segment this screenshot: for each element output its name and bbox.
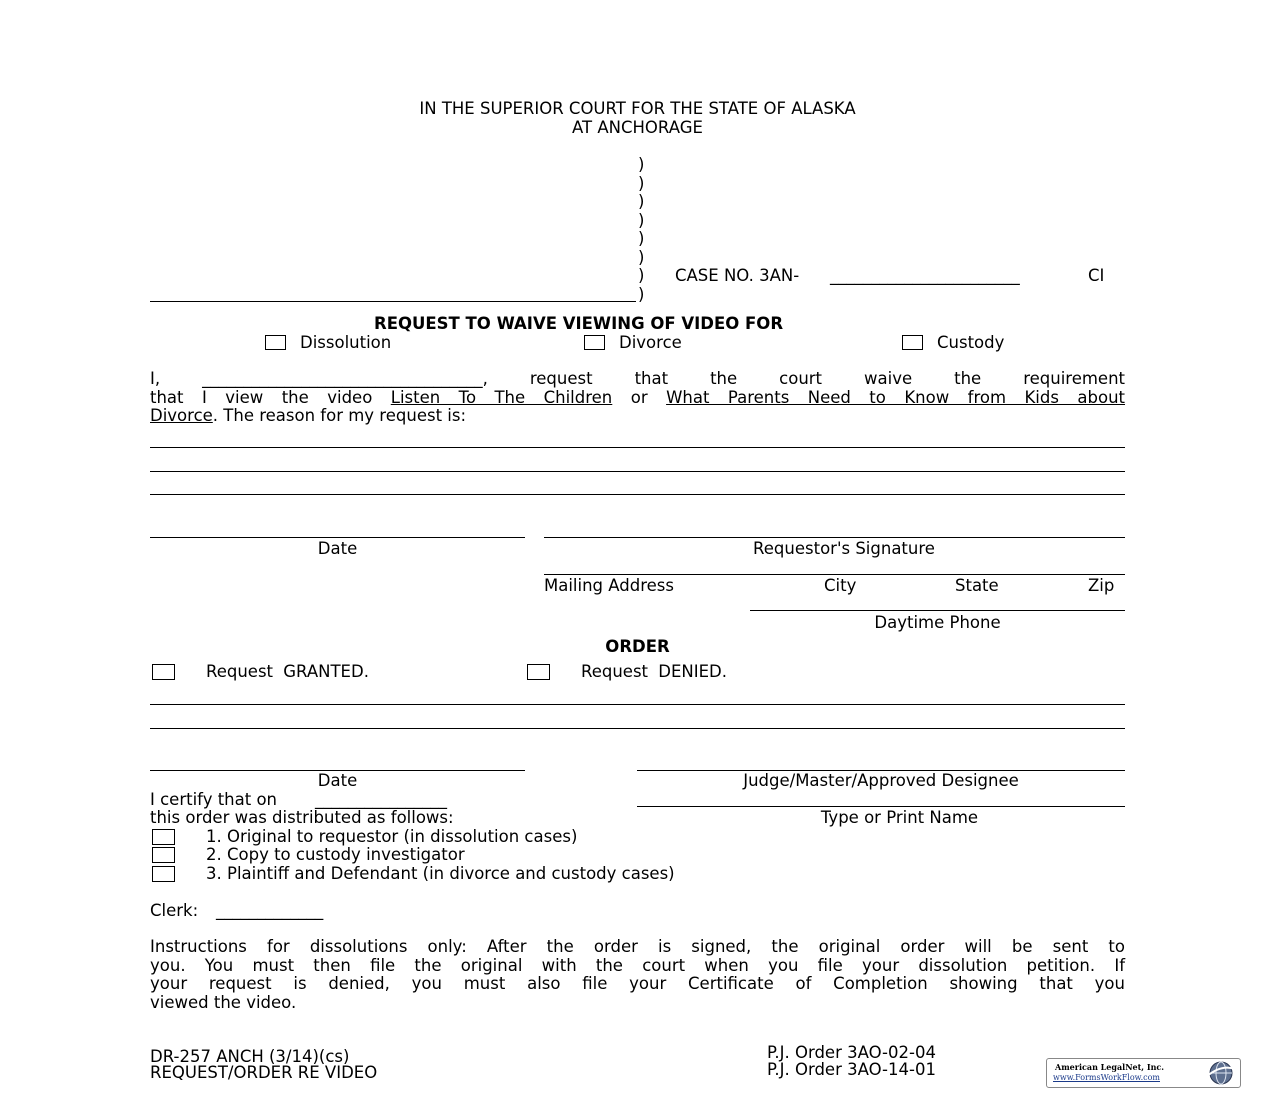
court-location: AT ANCHORAGE	[572, 118, 703, 137]
zip-label: Zip	[1088, 576, 1115, 595]
request-paragraph	[150, 370, 1125, 426]
request-text: or	[630, 387, 648, 407]
distribution-checkbox-3[interactable]	[152, 866, 175, 882]
reason-line[interactable]	[150, 447, 1125, 448]
mailing-address-line[interactable]	[544, 574, 1125, 575]
request-text: , request that the court waive the requirement	[482, 369, 1126, 388]
granted-label: Request GRANTED.	[206, 662, 369, 681]
brand-name: American LegalNet, Inc.	[1055, 1062, 1165, 1072]
court-name: IN THE SUPERIOR COURT FOR THE STATE OF ALASKA	[419, 99, 856, 118]
requestor-signature-label: Requestor's Signature	[753, 539, 935, 558]
distribution-item-2: 2. Copy to custody investigator	[206, 845, 465, 864]
instructions-line: Instructions for dissolutions only: After the order is signed, the original order will be sent to	[150, 937, 1125, 956]
caption-paren: )	[638, 155, 645, 174]
caption-paren: )	[638, 174, 645, 193]
case-number-label: CASE NO. 3AN-	[675, 266, 800, 285]
divorce-label: Divorce	[619, 333, 682, 352]
city-label: City	[824, 576, 857, 595]
caption-paren: )	[638, 266, 645, 285]
order-line[interactable]	[150, 728, 1125, 729]
caption-paren: )	[638, 192, 645, 211]
distribution-item-1: 1. Original to requestor (in dissolution cases)	[206, 827, 578, 846]
caption-paren: )	[638, 211, 645, 230]
granted-checkbox[interactable]	[152, 664, 175, 680]
order-heading: ORDER	[605, 637, 670, 656]
request-text: that I view the video	[150, 387, 373, 407]
video-title-what-parents-end: Divorce	[150, 406, 213, 426]
form-title: REQUEST TO WAIVE VIEWING OF VIDEO FOR	[374, 314, 784, 333]
mailing-address-label: Mailing Address	[544, 576, 674, 595]
order-line[interactable]	[150, 704, 1125, 705]
daytime-phone-label: Daytime Phone	[874, 613, 1001, 632]
distribution-item-3: 3. Plaintiff and Defendant (in divorce and custody cases)	[206, 864, 675, 883]
caption-paren: )	[638, 248, 645, 267]
party-name-line[interactable]	[150, 301, 636, 302]
instructions-line: viewed the video.	[150, 992, 297, 1012]
print-name-line[interactable]	[637, 806, 1125, 807]
request-text: . The reason for my request is:	[212, 406, 467, 426]
case-number-suffix: CI	[1088, 266, 1105, 285]
distribution-checkbox-2[interactable]	[152, 847, 175, 863]
custody-label: Custody	[937, 333, 1005, 352]
divorce-checkbox[interactable]	[584, 335, 605, 350]
dissolution-checkbox[interactable]	[265, 335, 286, 350]
reason-line[interactable]	[150, 471, 1125, 472]
pj-order-1: P.J. Order 3AO-02-04	[767, 1043, 936, 1062]
pj-order-2: P.J. Order 3AO-14-01	[767, 1060, 936, 1079]
daytime-phone-line[interactable]	[750, 610, 1125, 611]
instructions-line: you. You must then file the original with the court when you file your dissolution petition. If	[150, 955, 1125, 975]
requestor-signature-line[interactable]	[544, 537, 1125, 538]
clerk-field[interactable]: _____________	[216, 901, 324, 920]
instructions-line: your request is denied, you must also file your Certificate of Completion showing that you	[150, 974, 1125, 994]
distribution-text: this order was distributed as follows:	[150, 808, 454, 827]
brand-url: www.FormsWorkFlow.com	[1053, 1073, 1160, 1082]
form-number: DR-257 ANCH (3/14)(cs)	[150, 1047, 350, 1066]
certify-text: I certify that on	[150, 790, 278, 809]
caption-paren: )	[638, 285, 645, 304]
globe-icon	[1203, 1060, 1237, 1086]
print-name-label: Type or Print Name	[820, 808, 979, 827]
request-intro: I,	[150, 369, 161, 388]
reason-line[interactable]	[150, 494, 1125, 495]
denied-label: Request DENIED.	[581, 662, 727, 681]
state-label: State	[955, 576, 999, 595]
caption-paren: )	[638, 229, 645, 248]
case-number-field[interactable]: _______________________	[830, 266, 1020, 285]
request-date-line[interactable]	[150, 537, 525, 538]
request-date-label: Date	[317, 539, 358, 558]
video-title-listen: Listen To The Children	[390, 387, 613, 407]
requestor-name-field[interactable]: __________________________________	[202, 369, 483, 388]
dissolution-label: Dissolution	[300, 333, 392, 352]
order-date-label: Date	[317, 771, 358, 790]
american-legalnet-logo	[1046, 1058, 1241, 1088]
video-title-what-parents: What Parents Need to Know from Kids about	[666, 387, 1126, 407]
denied-checkbox[interactable]	[527, 664, 550, 680]
certify-date-field[interactable]: ________________	[315, 790, 447, 809]
clerk-label: Clerk:	[150, 901, 199, 920]
distribution-checkbox-1[interactable]	[152, 829, 175, 845]
instructions-paragraph	[150, 938, 1125, 1012]
judge-signature-label: Judge/Master/Approved Designee	[743, 771, 1019, 790]
form-footer-title: REQUEST/ORDER RE VIDEO	[150, 1063, 378, 1082]
custody-checkbox[interactable]	[902, 335, 923, 350]
